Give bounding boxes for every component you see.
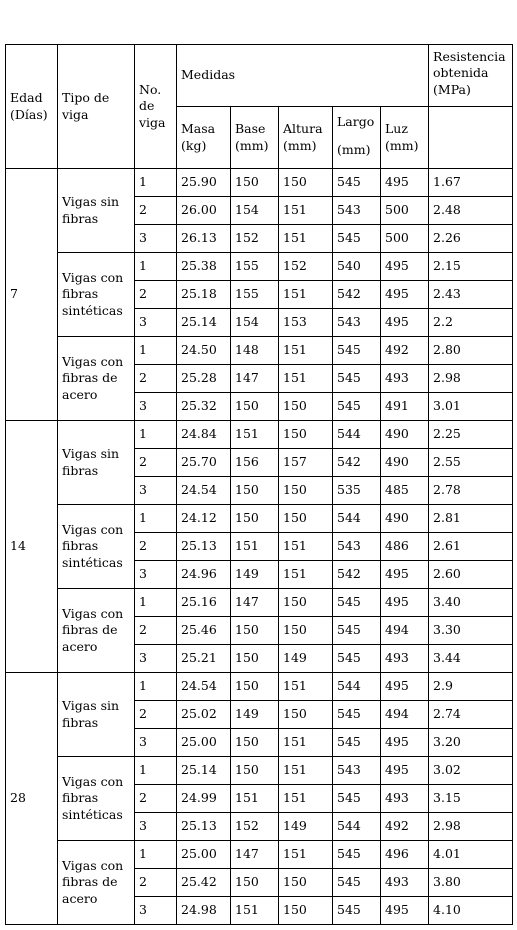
cell-luz: 485 <box>381 477 429 505</box>
cell-luz: 486 <box>381 533 429 561</box>
cell-luz: 491 <box>381 393 429 421</box>
cell-altura: 150 <box>279 869 333 897</box>
cell-masa: 25.21 <box>177 645 231 673</box>
cell-res: 3.80 <box>429 869 513 897</box>
age-cell: 14 <box>6 421 58 673</box>
age-cell: 28 <box>6 673 58 925</box>
cell-masa: 25.42 <box>177 869 231 897</box>
cell-altura: 151 <box>279 785 333 813</box>
table-row <box>6 169 513 197</box>
cell-res: 3.15 <box>429 785 513 813</box>
cell-luz: 492 <box>381 337 429 365</box>
cell-altura: 150 <box>279 897 333 925</box>
cell-base: 148 <box>231 337 279 365</box>
cell-base: 150 <box>231 729 279 757</box>
cell-no: 3 <box>135 477 177 505</box>
header-medidas: Medidas <box>177 45 429 107</box>
cell-res: 3.44 <box>429 645 513 673</box>
table-row <box>6 841 513 869</box>
cell-masa: 25.00 <box>177 841 231 869</box>
header-resistencia: Resistencia obtenida (MPa) <box>429 45 513 107</box>
cell-largo: 544 <box>333 505 381 533</box>
cell-res: 2.48 <box>429 197 513 225</box>
cell-altura: 152 <box>279 253 333 281</box>
cell-altura: 150 <box>279 421 333 449</box>
cell-no: 2 <box>135 197 177 225</box>
cell-masa: 25.14 <box>177 757 231 785</box>
cell-altura: 150 <box>279 477 333 505</box>
cell-res: 2.26 <box>429 225 513 253</box>
cell-largo: 545 <box>333 645 381 673</box>
cell-no: 3 <box>135 813 177 841</box>
table-row <box>6 505 513 533</box>
cell-base: 149 <box>231 561 279 589</box>
cell-base: 150 <box>231 673 279 701</box>
cell-largo: 545 <box>333 365 381 393</box>
cell-altura: 151 <box>279 729 333 757</box>
cell-altura: 150 <box>279 505 333 533</box>
cell-res: 2.61 <box>429 533 513 561</box>
cell-largo: 545 <box>333 897 381 925</box>
cell-res: 1.67 <box>429 169 513 197</box>
cell-no: 3 <box>135 225 177 253</box>
cell-masa: 24.12 <box>177 505 231 533</box>
cell-masa: 25.14 <box>177 309 231 337</box>
cell-altura: 151 <box>279 561 333 589</box>
cell-largo: 540 <box>333 253 381 281</box>
cell-altura: 150 <box>279 617 333 645</box>
cell-luz: 496 <box>381 841 429 869</box>
cell-masa: 24.54 <box>177 477 231 505</box>
cell-base: 147 <box>231 365 279 393</box>
cell-luz: 495 <box>381 253 429 281</box>
cell-no: 1 <box>135 253 177 281</box>
cell-masa: 24.54 <box>177 673 231 701</box>
cell-base: 149 <box>231 701 279 729</box>
cell-luz: 493 <box>381 869 429 897</box>
beam-type-cell: Vigas con fibras sintéticas <box>58 757 135 841</box>
cell-largo: 543 <box>333 757 381 785</box>
cell-luz: 500 <box>381 225 429 253</box>
beam-type-cell: Vigas con fibras de acero <box>58 589 135 673</box>
cell-no: 1 <box>135 757 177 785</box>
cell-no: 2 <box>135 449 177 477</box>
cell-altura: 151 <box>279 533 333 561</box>
cell-res: 2.43 <box>429 281 513 309</box>
cell-res: 2.25 <box>429 421 513 449</box>
cell-base: 150 <box>231 645 279 673</box>
cell-no: 1 <box>135 169 177 197</box>
cell-altura: 153 <box>279 309 333 337</box>
cell-largo: 544 <box>333 813 381 841</box>
cell-no: 1 <box>135 841 177 869</box>
cell-luz: 493 <box>381 365 429 393</box>
cell-base: 150 <box>231 505 279 533</box>
table-row <box>6 673 513 701</box>
cell-no: 3 <box>135 897 177 925</box>
cell-masa: 25.13 <box>177 533 231 561</box>
cell-largo: 545 <box>333 393 381 421</box>
cell-no: 2 <box>135 785 177 813</box>
cell-masa: 25.18 <box>177 281 231 309</box>
header-largo <box>333 107 381 169</box>
cell-altura: 151 <box>279 841 333 869</box>
cell-largo: 543 <box>333 533 381 561</box>
beam-type-cell: Vigas sin fibras <box>58 169 135 253</box>
cell-luz: 495 <box>381 169 429 197</box>
cell-luz: 495 <box>381 561 429 589</box>
cell-base: 147 <box>231 841 279 869</box>
cell-base: 151 <box>231 533 279 561</box>
cell-largo: 545 <box>333 589 381 617</box>
cell-altura: 150 <box>279 169 333 197</box>
cell-luz: 490 <box>381 449 429 477</box>
cell-base: 156 <box>231 449 279 477</box>
cell-luz: 495 <box>381 757 429 785</box>
cell-masa: 25.16 <box>177 589 231 617</box>
header-largo-unit: (mm) <box>337 142 371 157</box>
cell-no: 3 <box>135 393 177 421</box>
header-largo-label: Largo <box>337 114 375 129</box>
cell-largo: 544 <box>333 421 381 449</box>
cell-masa: 26.00 <box>177 197 231 225</box>
cell-largo: 545 <box>333 701 381 729</box>
cell-base: 151 <box>231 421 279 449</box>
cell-luz: 495 <box>381 729 429 757</box>
cell-masa: 25.46 <box>177 617 231 645</box>
cell-no: 2 <box>135 281 177 309</box>
cell-base: 150 <box>231 477 279 505</box>
cell-masa: 24.99 <box>177 785 231 813</box>
cell-res: 2.2 <box>429 309 513 337</box>
cell-largo: 544 <box>333 673 381 701</box>
cell-largo: 545 <box>333 169 381 197</box>
cell-luz: 493 <box>381 785 429 813</box>
cell-altura: 151 <box>279 281 333 309</box>
cell-masa: 25.28 <box>177 365 231 393</box>
cell-masa: 25.70 <box>177 449 231 477</box>
cell-luz: 495 <box>381 589 429 617</box>
cell-altura: 151 <box>279 365 333 393</box>
table-body <box>6 169 513 925</box>
cell-res: 2.81 <box>429 505 513 533</box>
cell-luz: 500 <box>381 197 429 225</box>
cell-luz: 490 <box>381 505 429 533</box>
cell-masa: 25.13 <box>177 813 231 841</box>
table-row <box>6 337 513 365</box>
cell-altura: 150 <box>279 393 333 421</box>
header-altura: Altura (mm) <box>279 107 333 169</box>
cell-no: 1 <box>135 673 177 701</box>
cell-no: 3 <box>135 561 177 589</box>
cell-res: 2.60 <box>429 561 513 589</box>
cell-base: 150 <box>231 393 279 421</box>
cell-res: 3.20 <box>429 729 513 757</box>
cell-res: 2.78 <box>429 477 513 505</box>
cell-luz: 494 <box>381 617 429 645</box>
cell-masa: 25.00 <box>177 729 231 757</box>
cell-luz: 495 <box>381 309 429 337</box>
cell-base: 152 <box>231 225 279 253</box>
cell-largo: 545 <box>333 869 381 897</box>
cell-altura: 151 <box>279 757 333 785</box>
beam-type-cell: Vigas con fibras de acero <box>58 841 135 925</box>
cell-luz: 495 <box>381 673 429 701</box>
cell-res: 4.10 <box>429 897 513 925</box>
cell-masa: 25.38 <box>177 253 231 281</box>
cell-luz: 494 <box>381 701 429 729</box>
cell-base: 152 <box>231 813 279 841</box>
cell-altura: 151 <box>279 197 333 225</box>
cell-masa: 25.32 <box>177 393 231 421</box>
cell-no: 3 <box>135 729 177 757</box>
cell-res: 2.55 <box>429 449 513 477</box>
cell-no: 2 <box>135 869 177 897</box>
cell-no: 2 <box>135 365 177 393</box>
beam-type-cell: Vigas con fibras sintéticas <box>58 253 135 337</box>
table-row <box>6 757 513 785</box>
cell-base: 151 <box>231 785 279 813</box>
cell-res: 3.02 <box>429 757 513 785</box>
cell-largo: 545 <box>333 617 381 645</box>
cell-luz: 495 <box>381 281 429 309</box>
cell-altura: 151 <box>279 225 333 253</box>
cell-masa: 24.96 <box>177 561 231 589</box>
cell-no: 1 <box>135 421 177 449</box>
header-tipo: Tipo de viga <box>58 45 135 169</box>
cell-largo: 542 <box>333 449 381 477</box>
header-luz: Luz (mm) <box>381 107 429 169</box>
cell-masa: 25.02 <box>177 701 231 729</box>
cell-no: 3 <box>135 309 177 337</box>
cell-altura: 149 <box>279 813 333 841</box>
cell-base: 147 <box>231 589 279 617</box>
cell-altura: 157 <box>279 449 333 477</box>
cell-res: 2.9 <box>429 673 513 701</box>
cell-luz: 490 <box>381 421 429 449</box>
cell-res: 2.15 <box>429 253 513 281</box>
header-resistencia-blank <box>429 107 513 169</box>
cell-res: 2.74 <box>429 701 513 729</box>
cell-largo: 545 <box>333 337 381 365</box>
table-row <box>6 421 513 449</box>
cell-altura: 151 <box>279 673 333 701</box>
beam-type-cell: Vigas con fibras sintéticas <box>58 505 135 589</box>
cell-masa: 24.98 <box>177 897 231 925</box>
cell-base: 150 <box>231 757 279 785</box>
cell-largo: 545 <box>333 785 381 813</box>
cell-largo: 542 <box>333 281 381 309</box>
cell-largo: 545 <box>333 841 381 869</box>
cell-masa: 26.13 <box>177 225 231 253</box>
cell-largo: 542 <box>333 561 381 589</box>
cell-altura: 150 <box>279 701 333 729</box>
cell-base: 155 <box>231 281 279 309</box>
cell-masa: 25.90 <box>177 169 231 197</box>
cell-base: 154 <box>231 309 279 337</box>
cell-largo: 545 <box>333 729 381 757</box>
header-no: No. de viga <box>135 45 177 169</box>
cell-no: 2 <box>135 617 177 645</box>
cell-base: 151 <box>231 897 279 925</box>
cell-largo: 543 <box>333 197 381 225</box>
header-edad: Edad (Días) <box>6 45 58 169</box>
cell-base: 155 <box>231 253 279 281</box>
cell-masa: 24.84 <box>177 421 231 449</box>
cell-altura: 149 <box>279 645 333 673</box>
cell-no: 1 <box>135 589 177 617</box>
cell-res: 3.01 <box>429 393 513 421</box>
header-base: Base (mm) <box>231 107 279 169</box>
cell-res: 3.30 <box>429 617 513 645</box>
cell-res: 2.98 <box>429 365 513 393</box>
cell-res: 2.80 <box>429 337 513 365</box>
cell-altura: 150 <box>279 589 333 617</box>
cell-res: 3.40 <box>429 589 513 617</box>
cell-no: 2 <box>135 701 177 729</box>
cell-luz: 492 <box>381 813 429 841</box>
cell-base: 150 <box>231 617 279 645</box>
cell-res: 2.98 <box>429 813 513 841</box>
beam-type-cell: Vigas sin fibras <box>58 673 135 757</box>
cell-base: 150 <box>231 169 279 197</box>
cell-luz: 493 <box>381 645 429 673</box>
cell-masa: 24.50 <box>177 337 231 365</box>
cell-altura: 151 <box>279 337 333 365</box>
cell-luz: 495 <box>381 897 429 925</box>
table-row <box>6 589 513 617</box>
cell-largo: 535 <box>333 477 381 505</box>
cell-base: 154 <box>231 197 279 225</box>
cell-base: 150 <box>231 869 279 897</box>
beam-type-cell: Vigas sin fibras <box>58 421 135 505</box>
cell-largo: 545 <box>333 225 381 253</box>
cell-no: 2 <box>135 533 177 561</box>
age-cell: 7 <box>6 169 58 421</box>
beam-results-table <box>5 44 513 925</box>
cell-no: 1 <box>135 337 177 365</box>
cell-no: 3 <box>135 645 177 673</box>
cell-res: 4.01 <box>429 841 513 869</box>
header-masa: Masa (kg) <box>177 107 231 169</box>
cell-no: 1 <box>135 505 177 533</box>
beam-type-cell: Vigas con fibras de acero <box>58 337 135 421</box>
cell-largo: 543 <box>333 309 381 337</box>
table-row <box>6 253 513 281</box>
